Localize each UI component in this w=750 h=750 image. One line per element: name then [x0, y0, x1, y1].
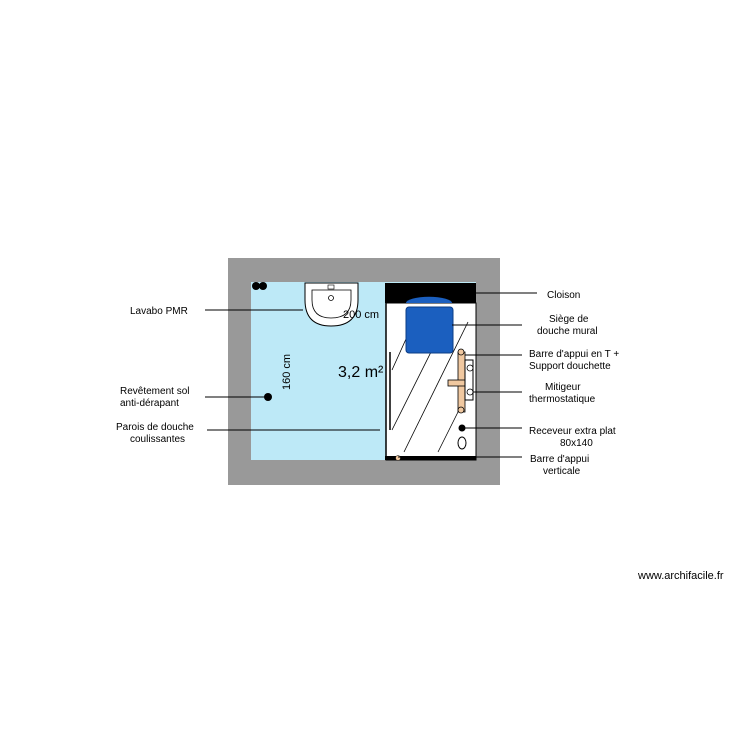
mixer-knob-bottom: [467, 389, 473, 395]
t-grab-bar-mount-top: [458, 349, 464, 355]
width-dimension: 200 cm: [343, 309, 380, 321]
label-cloison: Cloison: [547, 290, 581, 301]
label-barre-t-1: Barre d'appui en T +: [529, 349, 620, 360]
label-siege-1: Siège de: [549, 314, 589, 325]
height-dimension: 160 cm: [281, 353, 293, 390]
label-parois-1: Parois de douche: [116, 422, 194, 433]
label-receveur-1: Receveur extra plat: [529, 426, 616, 437]
shower-drain: [458, 437, 466, 449]
label-barre-v-2: verticale: [543, 466, 581, 477]
label-mitigeur-2: thermostatique: [529, 394, 596, 405]
shower-seat: [406, 307, 453, 353]
t-grab-bar-mount-bottom: [458, 407, 464, 413]
label-revetement-2: anti-dérapant: [120, 398, 179, 409]
label-barre-t-2: Support douchette: [529, 361, 611, 372]
leader-revetement-dot: [264, 393, 272, 401]
label-mitigeur-1: Mitigeur: [545, 382, 581, 393]
mixer-knob-top: [467, 365, 473, 371]
label-revetement-1: Revêtement sol: [120, 386, 190, 397]
floor-dot-2: [259, 282, 267, 290]
vertical-grab-bar-mount: [396, 456, 401, 461]
label-lavabo: Lavabo PMR: [130, 306, 188, 317]
label-siege-2: douche mural: [537, 326, 598, 337]
label-barre-v-1: Barre d'appui: [530, 454, 590, 465]
label-receveur-2: 80x140: [560, 438, 593, 449]
leader-receveur-dot: [459, 425, 466, 432]
area-label: 3,2 m²: [338, 364, 384, 381]
label-parois-2: coulissantes: [130, 434, 186, 445]
floor-dot-1: [252, 282, 260, 290]
watermark-link[interactable]: www.archifacile.fr: [638, 570, 724, 582]
